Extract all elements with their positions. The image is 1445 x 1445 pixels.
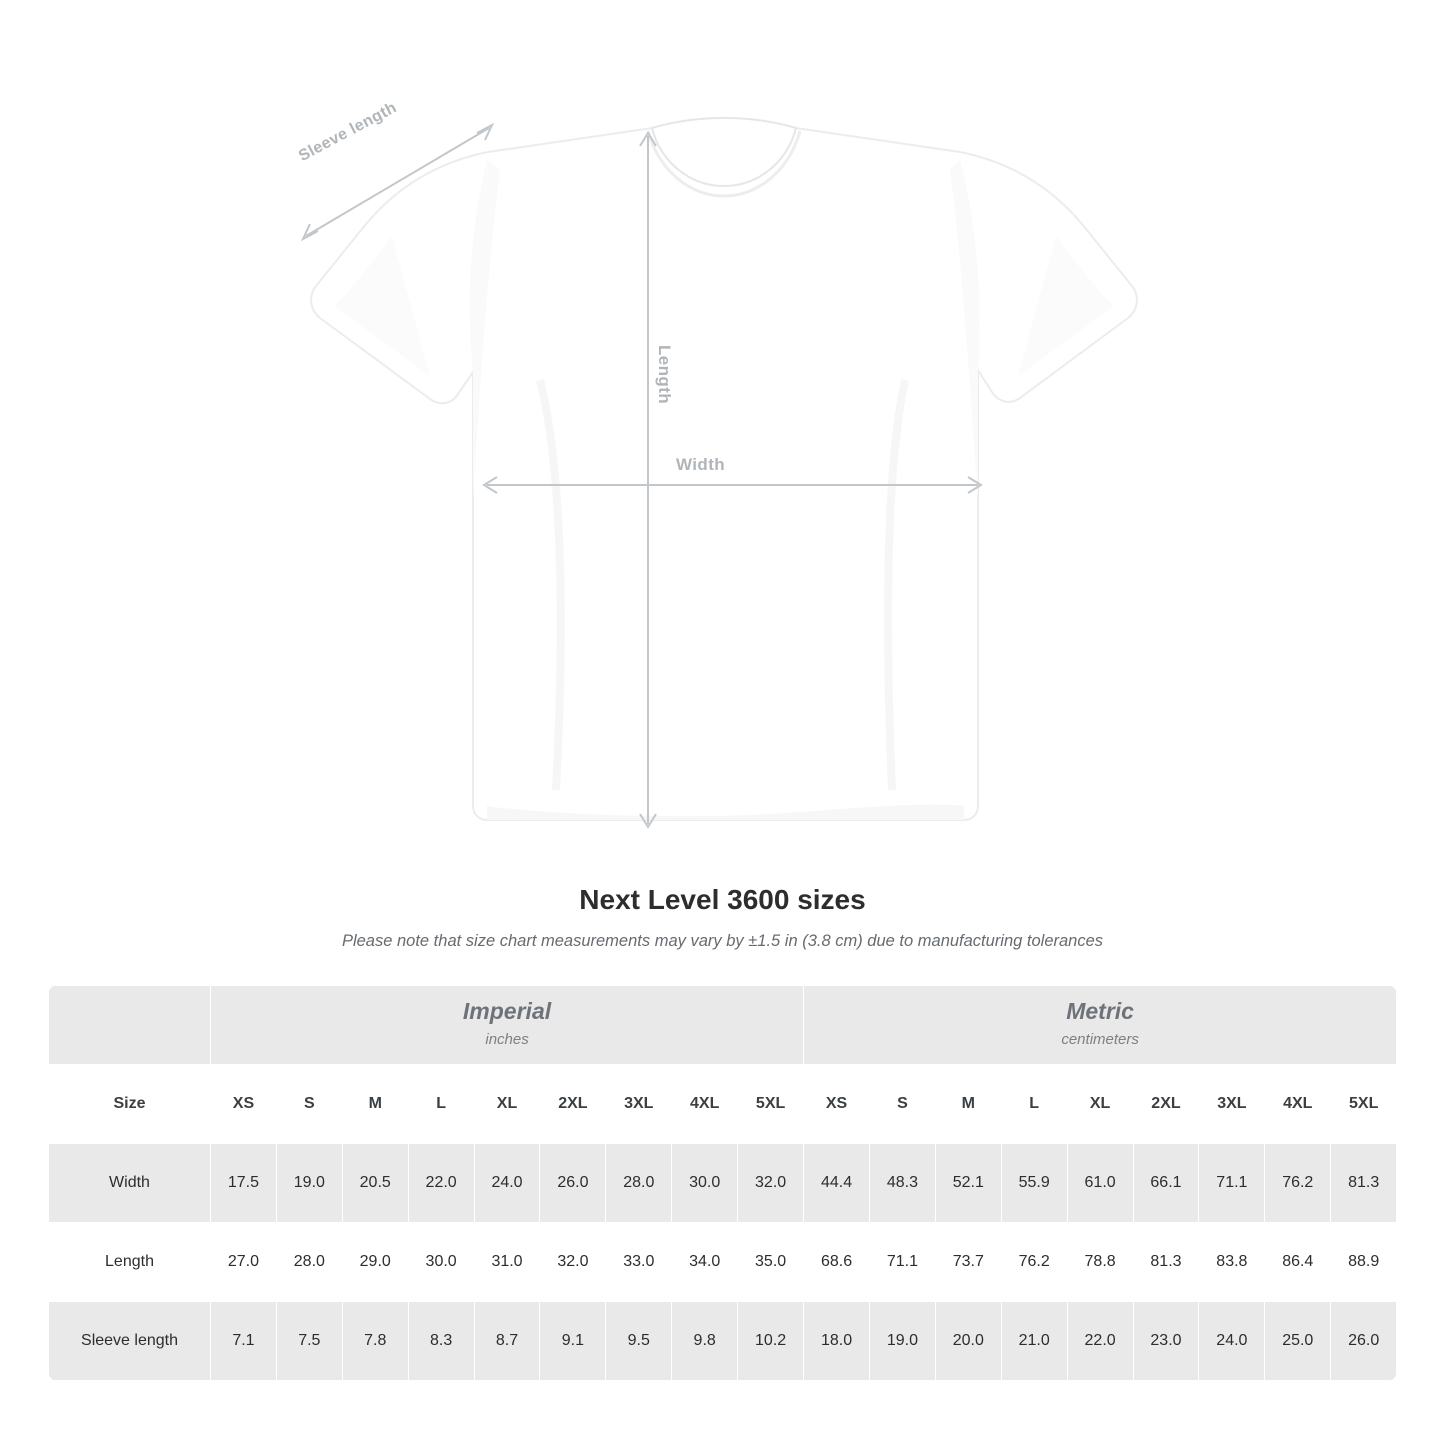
size-cell: XS	[211, 1065, 277, 1144]
group-name-metric: Metric	[1066, 998, 1134, 1025]
value-cell: 76.2	[1265, 1144, 1331, 1223]
size-cell: 2XL	[1133, 1065, 1199, 1144]
value-cell: 8.3	[408, 1302, 474, 1381]
group-name-imperial: Imperial	[462, 998, 552, 1025]
value-cell: 66.1	[1133, 1144, 1199, 1223]
value-cell: 88.9	[1331, 1223, 1397, 1302]
value-cell: 30.0	[672, 1144, 738, 1223]
row-label-width: Width	[49, 1144, 211, 1223]
size-cell: M	[935, 1065, 1001, 1144]
size-cell: S	[276, 1065, 342, 1144]
value-cell: 81.3	[1331, 1144, 1397, 1223]
size-cell: 3XL	[606, 1065, 672, 1144]
size-cell: S	[869, 1065, 935, 1144]
value-cell: 26.0	[540, 1144, 606, 1223]
size-cell: M	[342, 1065, 408, 1144]
size-cell: XS	[804, 1065, 870, 1144]
value-cell: 76.2	[1001, 1223, 1067, 1302]
size-cell: 5XL	[738, 1065, 804, 1144]
value-cell: 52.1	[935, 1144, 1001, 1223]
value-cell: 73.7	[935, 1223, 1001, 1302]
page-title: Next Level 3600 sizes	[579, 884, 866, 915]
value-cell: 20.0	[935, 1302, 1001, 1381]
value-cell: 22.0	[1067, 1302, 1133, 1381]
value-cell: 71.1	[1199, 1144, 1265, 1223]
value-cell: 28.0	[606, 1144, 672, 1223]
value-cell: 10.2	[738, 1302, 804, 1381]
value-cell: 35.0	[738, 1223, 804, 1302]
table-row-length	[49, 1223, 1397, 1302]
size-cell: 4XL	[1265, 1065, 1331, 1144]
value-cell: 34.0	[672, 1223, 738, 1302]
row-label-sleeve-length: Sleeve length	[49, 1302, 211, 1381]
size-cell: 3XL	[1199, 1065, 1265, 1144]
value-cell: 18.0	[804, 1302, 870, 1381]
value-cell: 61.0	[1067, 1144, 1133, 1223]
value-cell: 9.1	[540, 1302, 606, 1381]
size-cell: 2XL	[540, 1065, 606, 1144]
table-row-sizes	[49, 1065, 1397, 1144]
value-cell: 68.6	[804, 1223, 870, 1302]
table-row-width	[49, 1144, 1397, 1223]
size-row-label: Size	[49, 1065, 211, 1144]
row-label-length: Length	[49, 1223, 211, 1302]
value-cell: 83.8	[1199, 1223, 1265, 1302]
value-cell: 30.0	[408, 1223, 474, 1302]
value-cell: 22.0	[408, 1144, 474, 1223]
value-cell: 86.4	[1265, 1223, 1331, 1302]
value-cell: 28.0	[276, 1223, 342, 1302]
value-cell: 31.0	[474, 1223, 540, 1302]
value-cell: 32.0	[540, 1223, 606, 1302]
value-cell: 8.7	[474, 1302, 540, 1381]
value-cell: 78.8	[1067, 1223, 1133, 1302]
group-header-imperial	[211, 986, 804, 1065]
value-cell: 32.0	[738, 1144, 804, 1223]
value-cell: 21.0	[1001, 1302, 1067, 1381]
value-cell: 9.5	[606, 1302, 672, 1381]
table-group-header-row	[49, 986, 1397, 1065]
value-cell: 48.3	[869, 1144, 935, 1223]
value-cell: 9.8	[672, 1302, 738, 1381]
value-cell: 7.8	[342, 1302, 408, 1381]
size-table-wrapper	[48, 985, 1397, 1381]
value-cell: 24.0	[474, 1144, 540, 1223]
size-cell: L	[1001, 1065, 1067, 1144]
tolerance-note: Please note that size chart measurements may vary by ±1.5 in (3.8 cm) due to manufacturing tolerances	[341, 932, 1104, 950]
value-cell: 25.0	[1265, 1302, 1331, 1381]
value-cell: 7.5	[276, 1302, 342, 1381]
width-label: Width	[676, 455, 726, 474]
sleeve-length-label: Sleeve length	[296, 99, 400, 166]
value-cell: 26.0	[1331, 1302, 1397, 1381]
size-cell: 5XL	[1331, 1065, 1397, 1144]
value-cell: 27.0	[211, 1223, 277, 1302]
value-cell: 20.5	[342, 1144, 408, 1223]
length-label: Length	[655, 345, 674, 405]
value-cell: 17.5	[211, 1144, 277, 1223]
size-cell: L	[408, 1065, 474, 1144]
value-cell: 44.4	[804, 1144, 870, 1223]
value-cell: 29.0	[342, 1223, 408, 1302]
size-cell: 4XL	[672, 1065, 738, 1144]
size-cell: XL	[474, 1065, 540, 1144]
size-table	[48, 985, 1397, 1381]
group-header-blank	[49, 986, 211, 1065]
group-unit-imperial: inches	[485, 1030, 529, 1048]
value-cell: 71.1	[869, 1223, 935, 1302]
group-unit-metric: centimeters	[1061, 1030, 1139, 1048]
value-cell: 55.9	[1001, 1144, 1067, 1223]
value-cell: 19.0	[869, 1302, 935, 1381]
value-cell: 81.3	[1133, 1223, 1199, 1302]
value-cell: 23.0	[1133, 1302, 1199, 1381]
group-header-metric	[804, 986, 1397, 1065]
value-cell: 33.0	[606, 1223, 672, 1302]
size-cell: XL	[1067, 1065, 1133, 1144]
value-cell: 7.1	[211, 1302, 277, 1381]
value-cell: 24.0	[1199, 1302, 1265, 1381]
value-cell: 19.0	[276, 1144, 342, 1223]
table-row-sleeve-length	[49, 1302, 1397, 1381]
